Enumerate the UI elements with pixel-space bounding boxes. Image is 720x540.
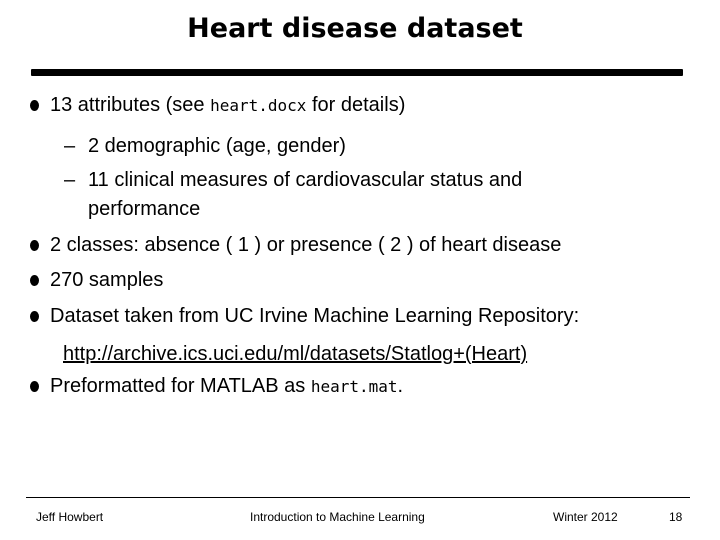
- slide-footer: [26, 497, 690, 534]
- sub-bullet-dash: –: [64, 169, 76, 191]
- sub-bullet-demographic: 2 demographic (age, gender): [88, 135, 346, 157]
- bullet-dot: [30, 381, 39, 392]
- bullet-attributes: [50, 93, 405, 118]
- sub-bullet-clinical-line2: performance: [88, 198, 201, 220]
- bullet-source: Dataset taken from UC Irvine Machine Learning Repository:: [50, 305, 580, 327]
- sub-bullet-dash: –: [64, 135, 76, 157]
- bullet-matlab: [50, 374, 403, 399]
- bullet-dot: [30, 275, 39, 286]
- bullet-attributes-pre: 13 attributes (see: [50, 94, 211, 116]
- bullet-classes: 2 classes: absence ( 1 ) or presence ( 2 ) of heart disease: [50, 234, 562, 256]
- footer-course: Introduction to Machine Learning: [250, 510, 425, 524]
- sub-bullet-clinical-line1: 11 clinical measures of cardiovascular status and: [88, 169, 523, 191]
- title-divider: [31, 69, 683, 76]
- footer-term: Winter 2012: [553, 510, 618, 524]
- bullet-matlab-pre: Preformatted for MATLAB as: [50, 375, 311, 397]
- bullet-samples: 270 samples: [50, 269, 164, 291]
- uci-repository-link[interactable]: http://archive.ics.uci.edu/ml/datasets/Statlog+(Heart): [63, 343, 528, 365]
- footer-author: Jeff Howbert: [36, 510, 104, 524]
- heart-mat-code: heart.mat: [310, 377, 398, 396]
- bullet-dot: [30, 311, 39, 322]
- footer-page-number: 18: [669, 510, 683, 524]
- bullet-dot: [30, 240, 39, 251]
- slide-title: Heart disease dataset: [187, 13, 523, 44]
- heart-docx-code: heart.docx: [210, 96, 307, 115]
- bullet-matlab-post: .: [397, 375, 404, 397]
- bullet-attributes-post: for details): [306, 94, 406, 116]
- bullet-dot: [30, 100, 39, 111]
